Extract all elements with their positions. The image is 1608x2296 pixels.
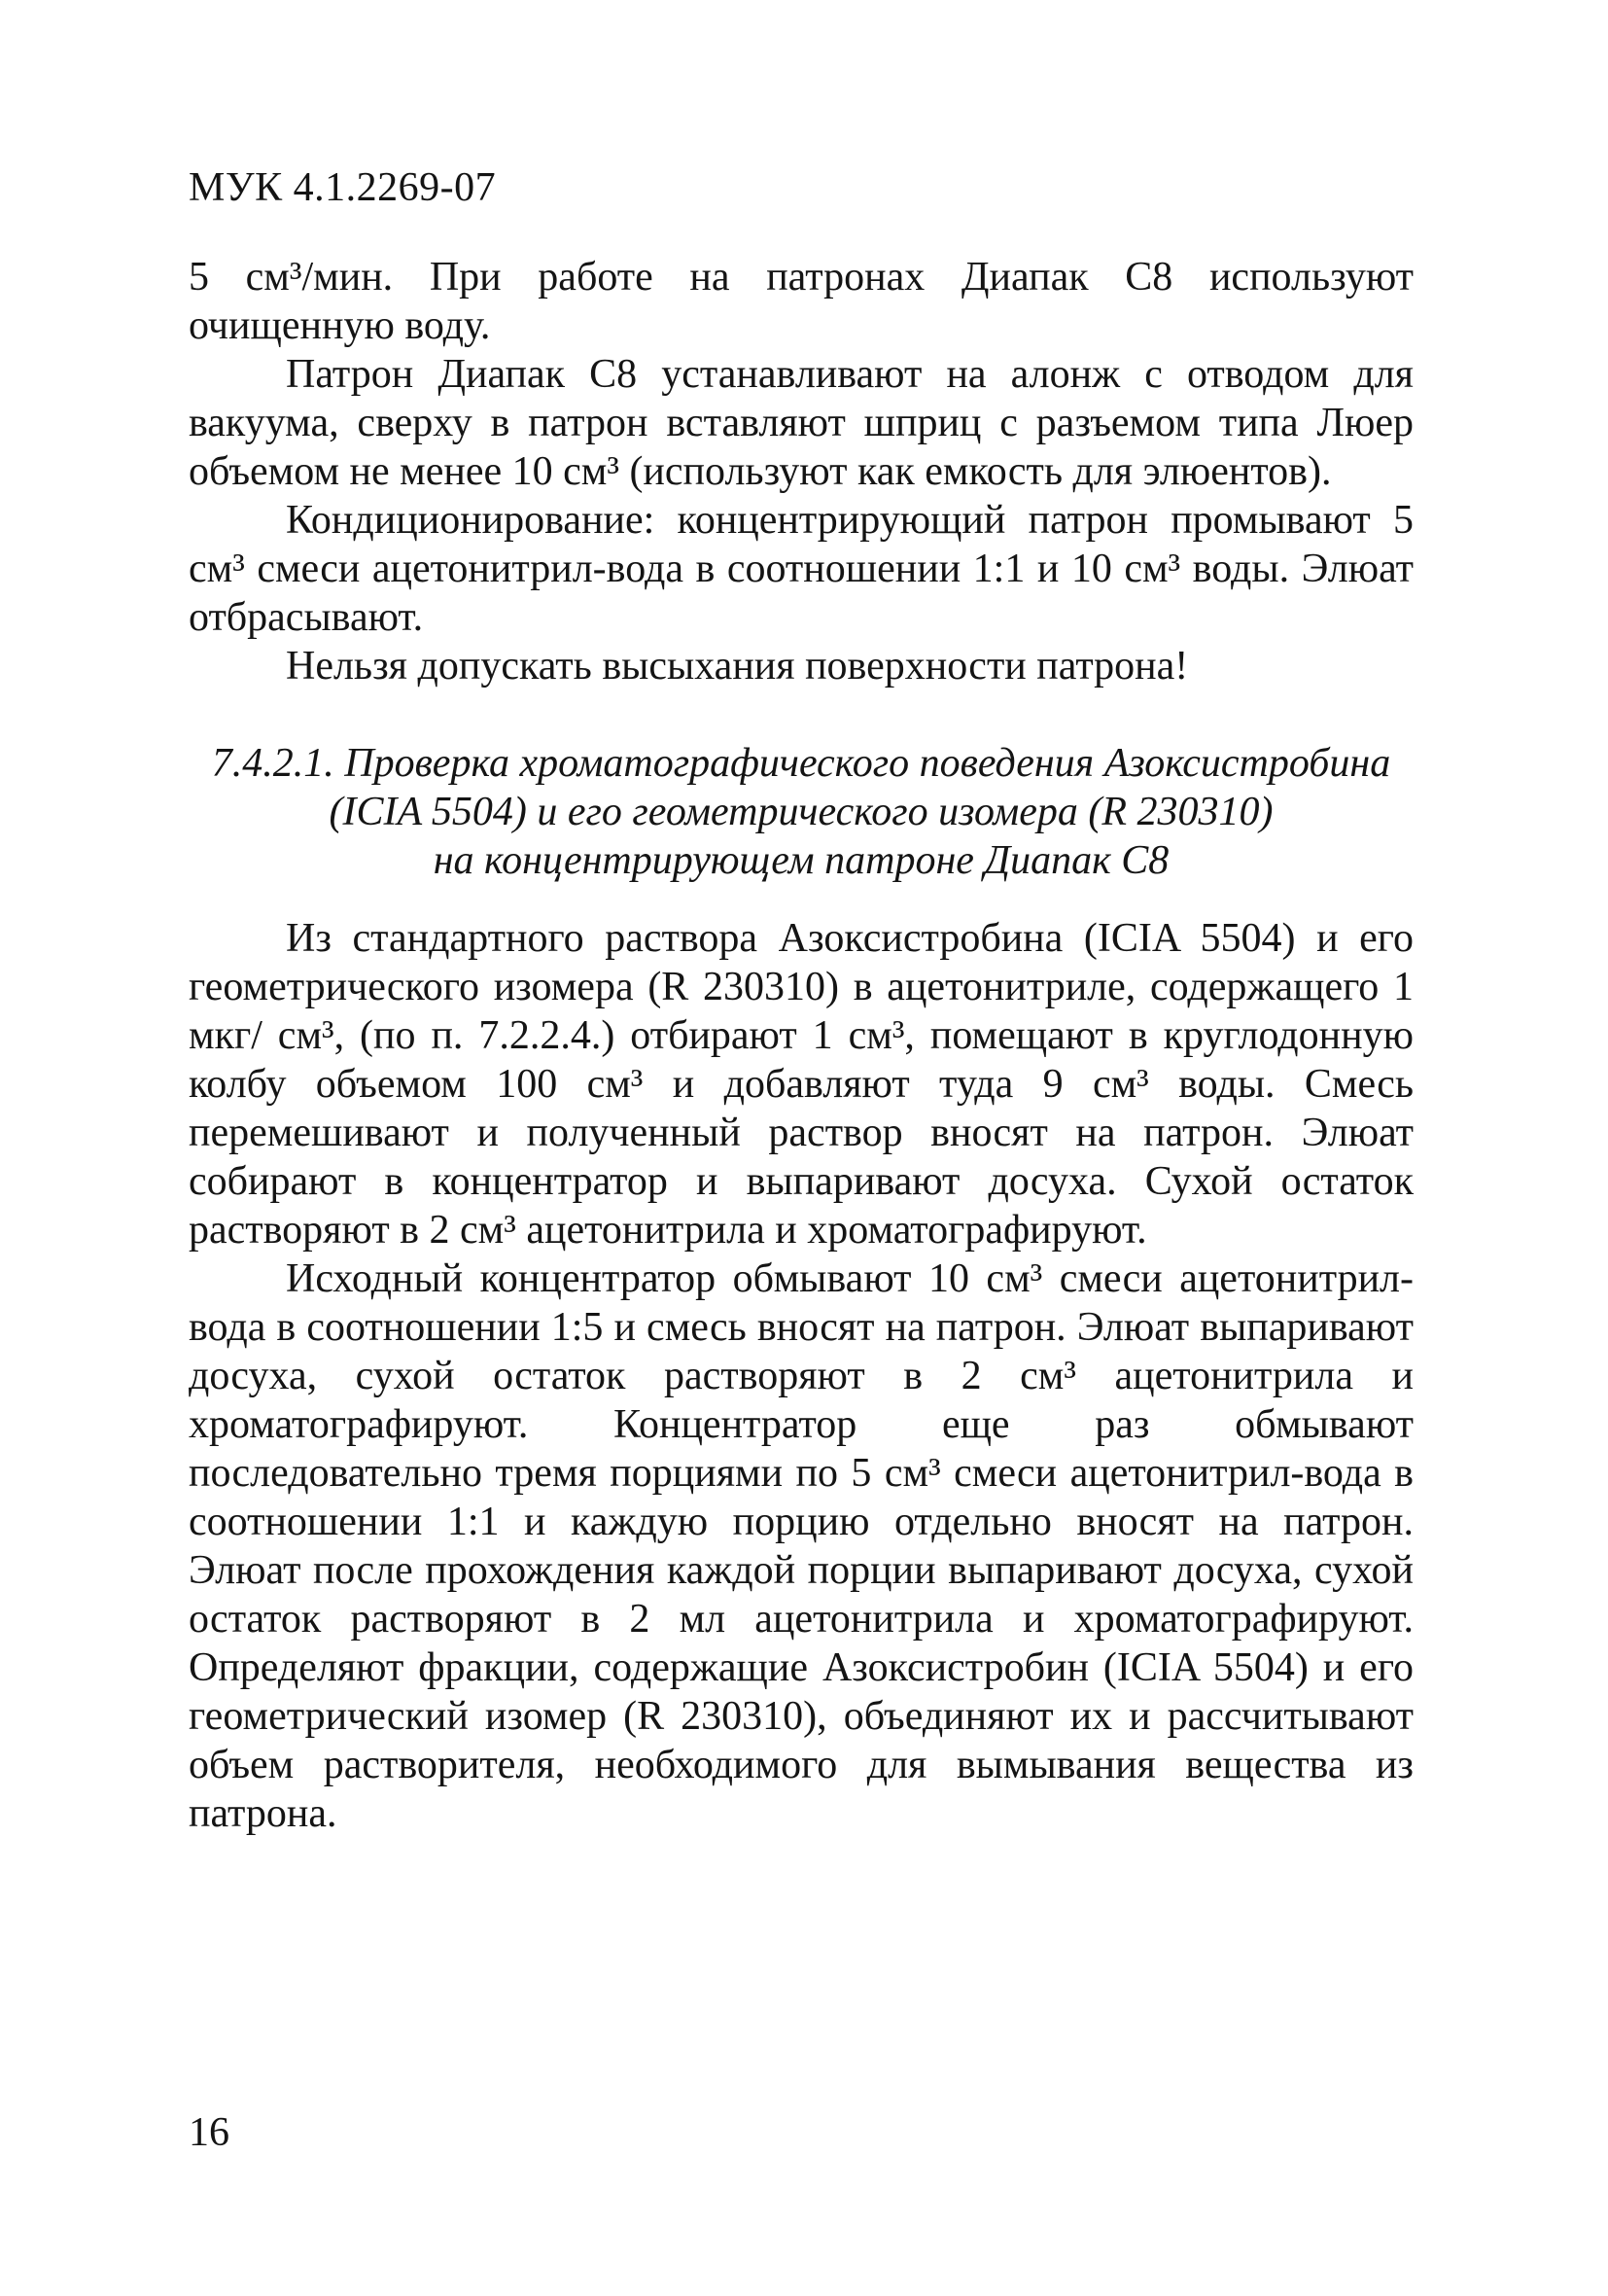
section-heading-line-2: (ICIA 5504) и его геометрического изомера (R 230310): [329, 790, 1274, 834]
section-heading: [189, 739, 1414, 885]
intro-text-block: [189, 253, 1414, 690]
paragraph-cartridge-setup: Патрон Диапак С8 устанавливают на алонж с отводом для вакуума, сверху в патрон вставляют шприц с разъемом типа Люер объемом не менее 10 см³ (используют как емкость для элюентов).: [189, 352, 1414, 494]
document-code-header: МУК 4.1.2269-07: [189, 165, 497, 210]
paragraph-elution-procedure: Исходный концентратор обмывают 10 см³ смеси ацетонитрил-вода в соотношении 1:5 и смесь вносят на патрон. Элюат выпаривают досуха, сухой остаток растворяют в 2 см³ ацетонитрила и хроматографируют. Концентратор еще раз обмывают последовательно тремя порциями по 5 см³ смеси ацетонитрил-вода в соотношении 1:1 и каждую порцию отдельно вносят на патрон. Элюат после прохождения каждой порции выпаривают досуха, сухой остаток растворяют в 2 мл ацетонитрила и хроматографируют. Определяют фракции, содержащие Азоксистробин (ICIA 5504) и его геометрический изомер (R 230310), объединяют их и рассчитывают объем растворителя, необходимого для вымывания вещества из патрона.: [189, 1256, 1414, 1836]
page-number: 16: [189, 2110, 229, 2155]
section-heading-line-3: на концентрирующем патроне Диапак С8: [433, 838, 1170, 883]
paragraph-standard-solution: Из стандартного раствора Азоксистробина (ICIA 5504) и его геометрического изомера (R 230310) в ацетонитриле, содержащего 1 мкг/ см³, (по п. 7.2.2.4.) отбирают 1 см³, помещают в круглодонную колбу объемом 100 см³ и добавляют туда 9 см³ воды. Смесь перемешивают и полученный раствор вносят на патрон. Элюат собирают в концентратор и выпаривают досуха. Сухой остаток растворяют в 2 см³ ацетонитрила и хроматографируют.: [189, 916, 1414, 1253]
paragraph-conditioning: Кондиционирование: концентрирующий патрон промывают 5 см³ смеси ацетонитрил-вода в соотношении 1:1 и 10 см³ воды. Элюат отбрасывают.: [189, 498, 1414, 640]
section-heading-line-1: 7.4.2.1. Проверка хроматографического поведения Азоксистробина: [211, 741, 1391, 786]
section-text-block: [189, 914, 1414, 1838]
paragraph-warning: Нельзя допускать высыхания поверхности патрона!: [286, 644, 1189, 689]
paragraph-flow-rate: 5 см³/мин. При работе на патронах Диапак С8 используют очищенную воду.: [189, 255, 1414, 348]
